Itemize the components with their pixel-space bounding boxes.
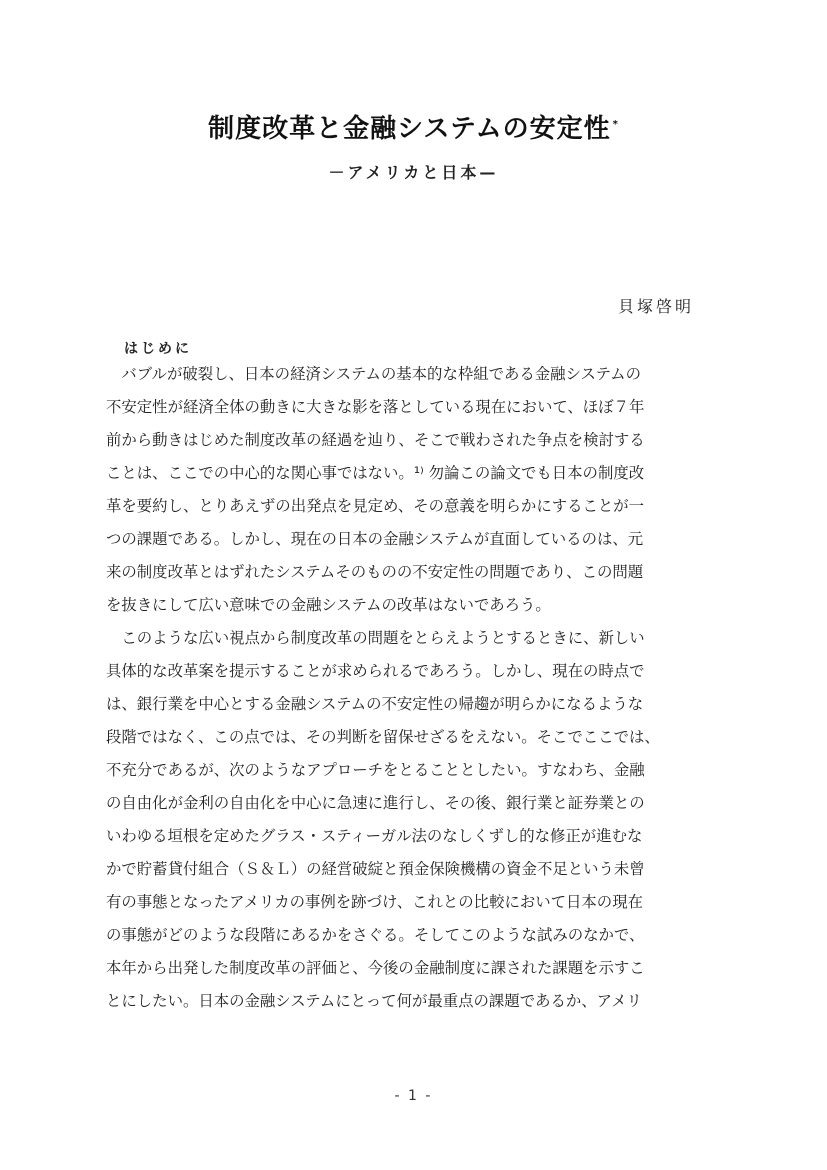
body-line: 前から動きはじめた制度改革の経過を辿り、そこで戦わされた争点を検討する <box>106 431 645 449</box>
body-line: かで貯蓄貸付組合（Ｓ＆Ｌ）の経営破綻と預金保険機構の資金不足という未曾 <box>106 860 645 878</box>
body-line: このような広い視点から制度改革の問題をとらえようとするときに、新しい <box>106 629 645 647</box>
body-line: 来の制度改革とはずれたシステムそのものの不安定性の問題であり、この問題 <box>106 563 644 581</box>
page-number: - 1 - <box>394 1088 433 1104</box>
body-text <box>106 358 748 1018</box>
body-line: 本年から出発した制度改革の評価と、今後の金融制度に課された課題を示すこ <box>106 959 645 977</box>
body-line: 革を要約し、とりあえずの出発点を見定め、その意義を明らかにすることが一 <box>106 497 645 515</box>
section-heading: はじめに <box>124 341 192 357</box>
body-line: 具体的な改革案を提示することが求められるであろう。しかし、現在の時点で <box>106 662 645 680</box>
body-line: バブルが破裂し、日本の経済システムの基本的な枠組である金融システムの <box>106 365 641 383</box>
body-line: 段階ではなく、この点では、その判断を留保せざるをえない。そこでここでは、 <box>106 728 660 746</box>
body-line: いわゆる垣根を定めたグラス・スティーガル法のなしくずし的な修正が進むな <box>106 827 643 845</box>
body-line: は、銀行業を中心とする金融システムの不安定性の帰趨が明らかになるような <box>106 695 644 713</box>
body-line: の自由化が金利の自由化を中心に急速に進行し、その後、銀行業と証券業との <box>106 794 645 812</box>
body-line: つの課題である。しかし、現在の日本の金融システムが直面しているのは、元 <box>106 530 644 548</box>
title-footnote-mark: * <box>612 119 619 131</box>
body-line: を抜きにして広い意味での金融システムの改革はないであろう。 <box>106 596 551 614</box>
paper-subtitle: －アメリカと日本— <box>328 163 499 182</box>
body-line: の事態がどのような段階にあるかをさぐる。そしてこのような試みのなかで、 <box>106 926 645 944</box>
body-line: 不充分であるが、次のようなアプローチをとることとしたい。すなわち、金融 <box>106 761 645 779</box>
body-line: とにしたい。日本の金融システムにとって何が最重点の課題であるか、アメリ <box>106 992 642 1010</box>
body-line: 有の事態となったアメリカの事例を跡づけ、これとの比較において日本の現在 <box>106 893 643 911</box>
body-line: ことは、ここでの中心的な関心事ではない。¹⁾ 勿論この論文でも日本の制度改 <box>106 464 645 482</box>
paper-title <box>0 108 827 145</box>
author-name: 貝塚啓明 <box>618 297 695 316</box>
title-text: 制度改革と金融システムの安定性 <box>208 114 611 144</box>
body-line: 不安定性が経済全体の動きに大きな影を落としている現在において、ほぼ７年 <box>106 398 645 416</box>
